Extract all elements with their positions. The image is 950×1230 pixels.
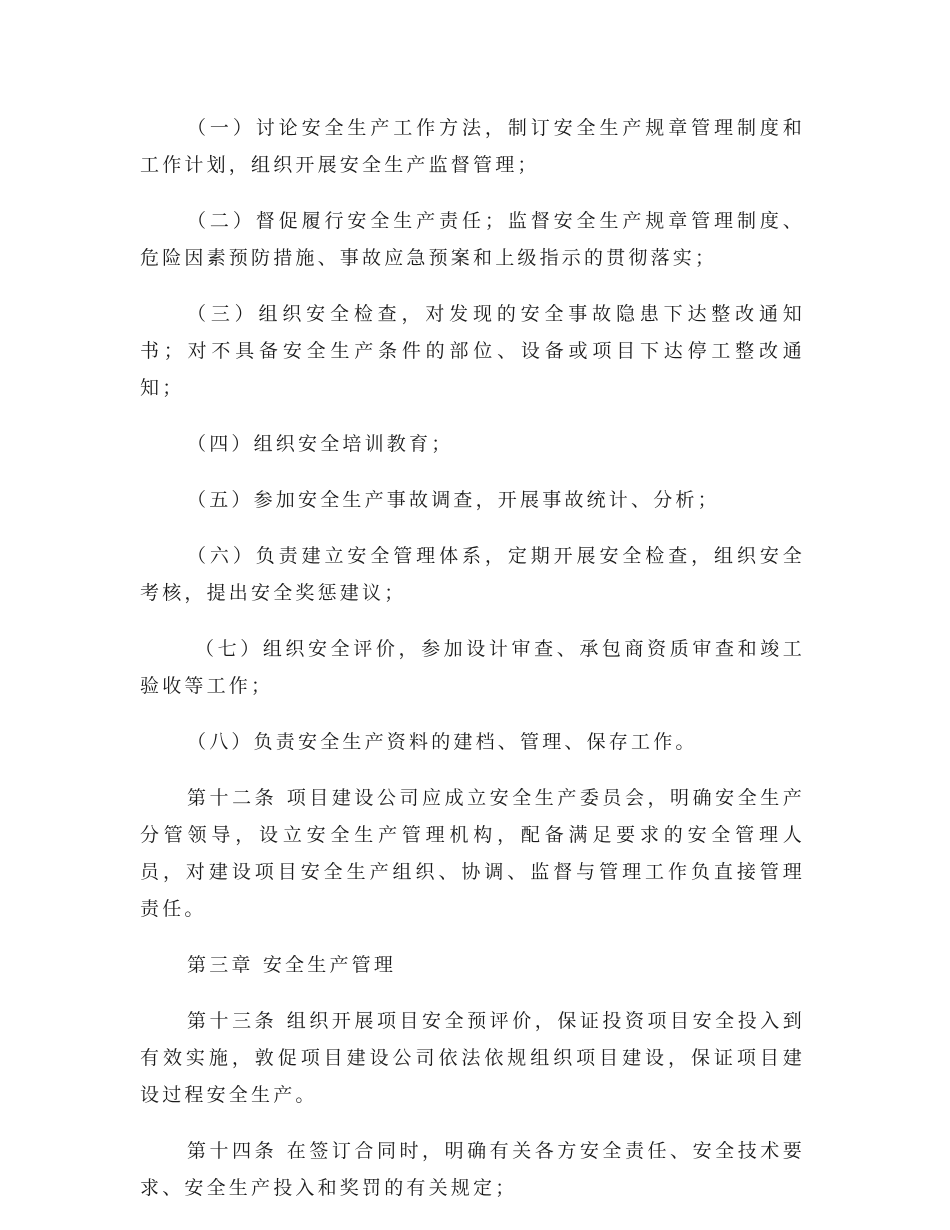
article-13: 第十三条 组织开展项目安全预评价，保证投资项目安全投入到有效实施，敦促项目建设公司依法依规组织项目建设，保证项目建设过程安全生产。	[140, 1010, 805, 1106]
document-body	[140, 110, 805, 1226]
article-14: 第十四条 在签订合同时，明确有关各方安全责任、安全技术要求、安全生产投入和奖罚的有关规定；	[140, 1140, 805, 1199]
paragraph-item-8: （八）负责安全生产资料的建档、管理、保存工作。	[187, 731, 698, 753]
article-12: 第十二条 项目建设公司应成立安全生产委员会，明确安全生产分管领导，设立安全生产管理机构，配备满足要求的安全管理人员，对建设项目安全生产组织、协调、监督与管理工作负直接管理责任。	[140, 787, 805, 920]
paragraph-item-5: （五）参加安全生产事故调查，开展事故统计、分析；	[187, 489, 720, 511]
chapter-3-heading: 第三章 安全生产管理	[187, 954, 397, 976]
paragraph-item-6: （六）负责建立安全管理体系，定期开展安全检查，组织安全考核，提出安全奖惩建议；	[140, 545, 805, 604]
paragraph-item-3: （三）组织安全检查，对发现的安全事故隐患下达整改通知书；对不具备安全生产条件的部位、设备或项目下达停工整改通知；	[140, 303, 805, 399]
paragraph-item-4: （四）组织安全培训教育；	[187, 433, 454, 455]
paragraph-item-2: （二）督促履行安全生产责任；监督安全生产规章管理制度、危险因素预防措施、事故应急预案和上级指示的贯彻落实；	[140, 210, 805, 269]
paragraph-item-1: （一）讨论安全生产工作方法，制订安全生产规章管理制度和工作计划，组织开展安全生产监督管理；	[140, 117, 805, 176]
paragraph-item-7: （七）组织安全评价，参加设计审查、承包商资质审查和竣工验收等工作；	[140, 638, 805, 697]
